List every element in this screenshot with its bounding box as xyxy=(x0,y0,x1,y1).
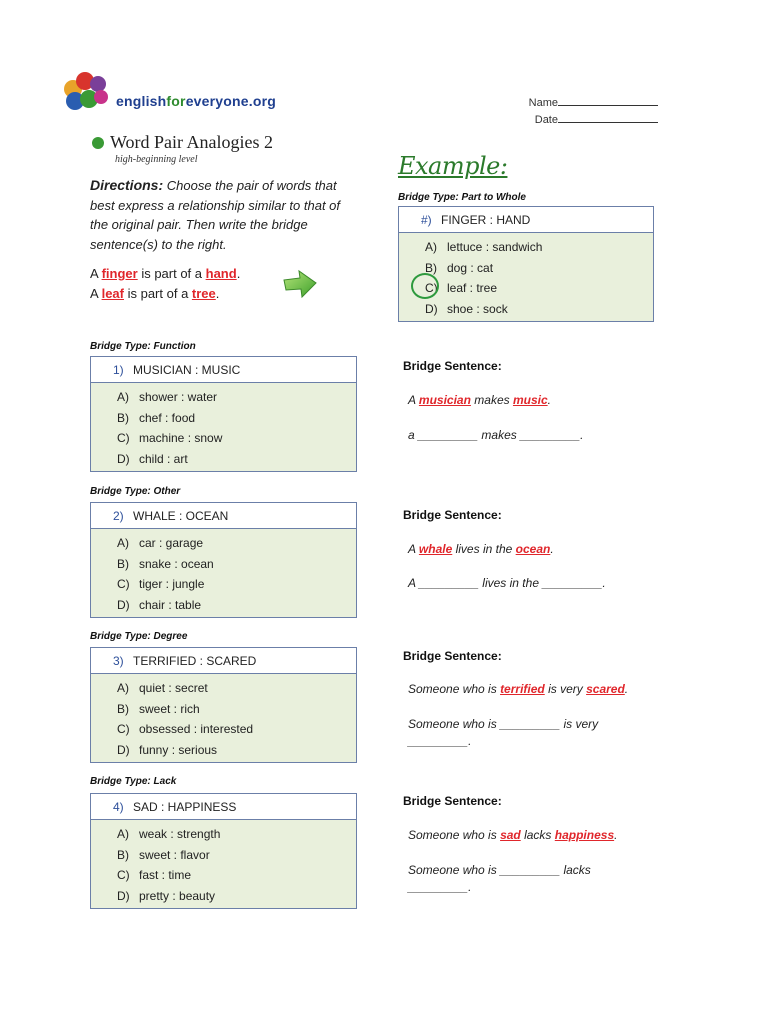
bridge-type: Bridge Type: Degree xyxy=(90,631,188,642)
option-item[interactable]: B) sweet : rich xyxy=(117,701,200,716)
intro-keyword: leaf xyxy=(101,286,124,301)
intro-line xyxy=(90,266,290,281)
option-item: C) leaf : tree xyxy=(425,281,498,295)
question-pair-text: WHALE : OCEAN xyxy=(133,509,229,523)
date-label: Date xyxy=(534,114,558,126)
option-item[interactable]: D) funny : serious xyxy=(117,742,218,757)
bullet-icon xyxy=(92,137,104,149)
answer-circle-icon xyxy=(411,273,439,299)
question-number: 2) xyxy=(113,509,124,523)
question-box xyxy=(90,647,357,763)
intro-text: A xyxy=(90,266,102,281)
example-sentence: Someone who is terrified is very scared. xyxy=(408,682,629,696)
question-pair-text: SAD : HAPPINESS xyxy=(133,800,237,814)
example-options xyxy=(399,233,653,321)
intro-text: A xyxy=(90,286,102,301)
bridge-sentence-label: Bridge Sentence: xyxy=(403,794,502,808)
site-name-part: english xyxy=(116,93,167,109)
option-item: A) lettuce : sandwich xyxy=(425,240,543,254)
directions xyxy=(90,176,360,254)
bridge-sentence-label: Bridge Sentence: xyxy=(403,508,502,522)
option-item: D) shoe : sock xyxy=(425,301,508,316)
option-item[interactable]: C) obsessed : interested xyxy=(117,722,254,736)
example-box xyxy=(398,206,654,322)
bridge-sentence-label: Bridge Sentence: xyxy=(403,649,502,663)
example-heading: Example: xyxy=(398,152,508,180)
question-number: 4) xyxy=(113,800,124,814)
blank-sentence[interactable]: Someone who is _________ lacks _________. xyxy=(408,863,591,894)
intro-keyword: hand xyxy=(205,266,237,281)
example-sentence: Someone who is sad lacks happiness. xyxy=(408,828,618,842)
intro-text: is part of a xyxy=(137,266,206,281)
option-item[interactable]: C) tiger : jungle xyxy=(117,577,205,591)
page-subtitle: high-beginning level xyxy=(115,154,198,165)
bridge-type: Bridge Type: Lack xyxy=(90,776,177,787)
question-pair-text: MUSICIAN : MUSIC xyxy=(133,363,241,377)
site-name[interactable] xyxy=(116,93,276,109)
question-options xyxy=(91,820,356,908)
question-options xyxy=(91,674,356,762)
bridge-sentence-label: Bridge Sentence: xyxy=(403,359,502,373)
example-sentence: A whale lives in the ocean. xyxy=(408,542,554,556)
arrow-right-icon xyxy=(282,268,318,300)
question-pair xyxy=(91,357,356,383)
option-item[interactable]: A) weak : strength xyxy=(117,827,221,841)
site-name-part: for xyxy=(166,93,186,109)
question-pair xyxy=(91,794,356,820)
option-item[interactable]: D) chair : table xyxy=(117,597,202,612)
example-bridge-type: Bridge Type: Part to Whole xyxy=(398,192,526,203)
date-field[interactable] xyxy=(535,113,658,126)
site-logo-icon xyxy=(62,70,112,112)
option-item[interactable]: D) child : art xyxy=(117,451,188,466)
option-item: B) dog : cat xyxy=(425,260,494,275)
question-pair xyxy=(91,503,356,529)
example-pair xyxy=(399,207,653,233)
directions-text: Choose the pair of words that best express a relationship similar to that of the original pair. Then write the bridge sentence(s) to the right. xyxy=(90,178,341,252)
directions-label: Directions: xyxy=(90,177,164,193)
site-name-part: everyone.org xyxy=(185,93,277,109)
blank-sentence[interactable]: A _________ lives in the _________. xyxy=(408,576,606,590)
question-pair xyxy=(91,648,356,674)
option-item[interactable]: B) sweet : flavor xyxy=(117,847,210,862)
option-item[interactable]: A) shower : water xyxy=(117,390,218,404)
blank-sentence[interactable]: Someone who is _________ is very _________. xyxy=(408,717,599,748)
question-options xyxy=(91,383,356,471)
option-item[interactable]: A) quiet : secret xyxy=(117,681,208,695)
page-title: Word Pair Analogies 2 xyxy=(110,132,274,152)
question-box xyxy=(90,502,357,618)
question-number: 3) xyxy=(113,654,124,668)
option-item[interactable]: C) fast : time xyxy=(117,868,192,882)
option-item[interactable]: B) snake : ocean xyxy=(117,556,214,571)
example-pair-text: FINGER : HAND xyxy=(441,213,531,227)
bridge-type: Bridge Type: Other xyxy=(90,486,181,497)
option-item[interactable]: B) chef : food xyxy=(117,410,196,425)
bridge-type: Bridge Type: Function xyxy=(90,341,196,352)
intro-text: is part of a xyxy=(123,286,192,301)
option-item[interactable]: C) machine : snow xyxy=(117,431,223,445)
option-item[interactable]: D) pretty : beauty xyxy=(117,888,216,903)
name-field[interactable] xyxy=(529,96,658,109)
question-number: 1) xyxy=(113,363,124,377)
question-box xyxy=(90,793,357,909)
intro-keyword: finger xyxy=(101,266,138,281)
question-box xyxy=(90,356,357,472)
name-label: Name xyxy=(528,97,558,109)
question-pair-text: TERRIFIED : SCARED xyxy=(133,654,257,668)
example-number: #) xyxy=(421,213,432,227)
intro-text: . xyxy=(236,266,241,281)
intro-line xyxy=(90,286,290,301)
blank-sentence[interactable]: a _________ makes _________. xyxy=(408,428,584,442)
option-item[interactable]: A) car : garage xyxy=(117,536,204,550)
question-options xyxy=(91,529,356,617)
intro-keyword: tree xyxy=(191,286,216,301)
example-sentence: A musician makes music. xyxy=(408,393,551,407)
intro-text: . xyxy=(215,286,220,301)
